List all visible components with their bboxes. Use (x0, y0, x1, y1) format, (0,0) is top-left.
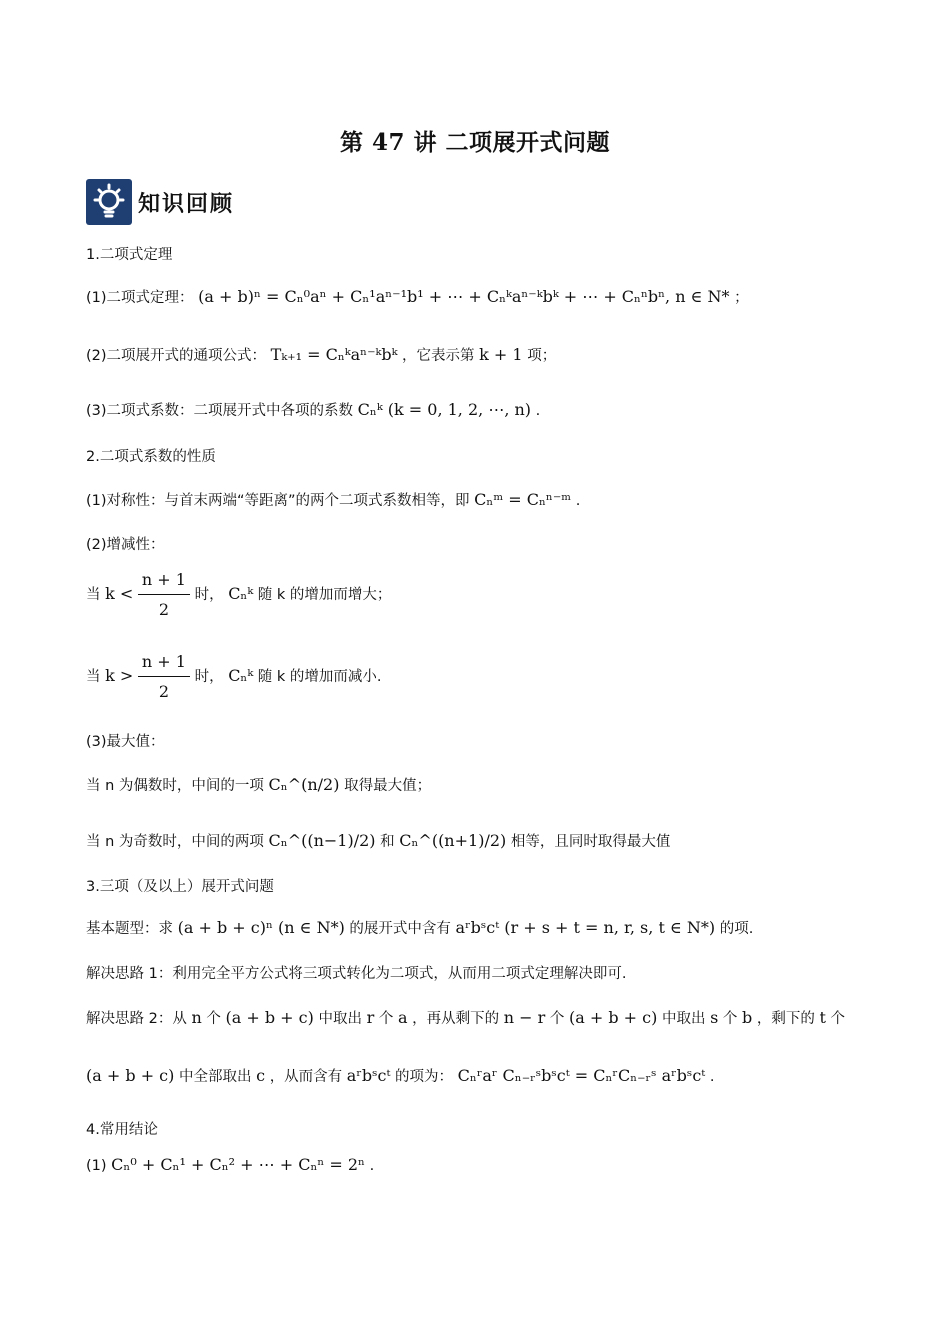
line-text: 个 (378, 1011, 394, 1027)
var-a: a (397, 1008, 408, 1027)
trinomial: (a + b + c) (568, 1008, 658, 1027)
var-n-minus-r: n − r (503, 1008, 546, 1027)
line-text: 中全部取出 (179, 1069, 252, 1085)
line-text: 的展开式中含有 (349, 921, 451, 937)
line-text: 随 k 的增加而增大； (257, 587, 392, 603)
sum-of-coefficients-line (86, 1155, 374, 1176)
line-text: 相等，且同时取得最大值 (510, 834, 671, 850)
target-term: aʳbˢcᵗ (r + s + t = n, r, s, t ∈ N*) (455, 918, 716, 937)
basic-problem-line (86, 918, 753, 939)
line-end: . (535, 403, 541, 419)
line-text: 解决思路 2：从 (86, 1011, 187, 1027)
binomial-coefficient-line (86, 400, 540, 421)
line-text: 当 n 为偶数时，中间的一项 (86, 778, 264, 794)
section-2-heading: 2.二项式系数的性质 (86, 449, 216, 465)
line-text: 中取出 (318, 1011, 362, 1027)
line-text: ，从而含有 (269, 1069, 343, 1085)
line-label: (3)二项式系数：二项展开式中各项的系数 (86, 403, 354, 419)
fraction-denominator: 2 (158, 682, 170, 701)
line-end: . (369, 1158, 375, 1174)
middle-coefficient: Cₙ^(n/2) (268, 775, 340, 794)
line-end: . (709, 1069, 715, 1085)
line-text: 随 k 的增加而减小. (257, 669, 382, 685)
var-b: b (742, 1008, 753, 1027)
sum-formula: Cₙ⁰ + Cₙ¹ + Cₙ² + ⋯ + Cₙⁿ = 2ⁿ (111, 1155, 365, 1174)
idea-1-line: 解决思路 1：利用完全平方公式将三项式转化为二项式，从而用二项式定理解决即可. (86, 966, 627, 982)
line-text: 取得最大值； (344, 778, 432, 794)
page-title: 第 47 讲 二项展开式问题 (339, 129, 611, 156)
line-label: (1)二项式定理： (86, 290, 194, 306)
line-text: 的项. (719, 921, 754, 937)
line-text: ，再从剩下的 (412, 1011, 500, 1027)
fraction-denominator: 2 (158, 600, 170, 619)
idea-2-continued-line (86, 1066, 714, 1087)
general-term-line (86, 345, 556, 366)
var-c: c (256, 1066, 266, 1085)
symmetry-formula: Cₙᵐ = Cₙⁿ⁻ᵐ (474, 490, 572, 509)
section-banner (86, 178, 234, 226)
line-text: 中取出 (661, 1011, 706, 1027)
section-1-heading: 1.二项式定理 (86, 247, 173, 263)
target-term: aʳbˢcᵗ (346, 1066, 391, 1085)
middle-coefficient-1: Cₙ^((n−1)/2) (268, 831, 376, 850)
trinomial: (a + b + c) (86, 1066, 175, 1085)
symmetry-line (86, 490, 580, 511)
line-text: 当 (86, 587, 101, 603)
var-n: n (191, 1008, 202, 1027)
even-case-line (86, 775, 431, 796)
fraction (138, 650, 190, 704)
coefficient-formula: Cₙᵏ (k = 0, 1, 2, ⋯, n) (357, 400, 532, 419)
term-index: k + 1 (479, 345, 523, 364)
k-less: k < (105, 584, 134, 603)
line-text: 个 (549, 1011, 565, 1027)
odd-case-line (86, 831, 670, 852)
idea-2-line (86, 1008, 845, 1029)
line-label: (1) (86, 1158, 107, 1174)
lightbulb-icon (86, 179, 132, 225)
increasing-line (86, 568, 391, 622)
line-text: 时， (194, 669, 224, 685)
binomial-theorem-line (86, 287, 749, 308)
line-text: 个 (830, 1011, 846, 1027)
section-3-heading: 3.三项（及以上）展开式问题 (86, 879, 274, 895)
decreasing-line (86, 650, 382, 704)
banner-label: 知识回顾 (138, 191, 235, 217)
fraction (138, 568, 190, 622)
maximum-label: (3)最大值： (86, 734, 165, 750)
binomial-theorem-formula: (a + b)ⁿ = Cₙ⁰aⁿ + Cₙ¹aⁿ⁻¹b¹ + ⋯ + Cₙᵏaⁿ⁻ᵏbᵏ + ⋯ + Cₙⁿbⁿ, n ∈ N* (198, 287, 730, 306)
line-text: 个 (722, 1011, 738, 1027)
middle-coefficient-2: Cₙ^((n+1)/2) (399, 831, 507, 850)
k-greater: k > (105, 666, 134, 685)
line-label: (2)二项展开式的通项公式： (86, 348, 267, 364)
line-end: . (575, 493, 581, 509)
var-r: r (366, 1008, 375, 1027)
fraction-numerator: n + 1 (138, 568, 190, 595)
var-t: t (819, 1008, 826, 1027)
monotonicity-label: (2)增减性： (86, 537, 165, 553)
trinomial: (a + b + c) (225, 1008, 314, 1027)
line-label: (1)对称性：与首末两端“等距离”的两个二项式系数相等，即 (86, 493, 470, 509)
term-formula: Cₙʳaʳ Cₙ₋ᵣˢbˢcᵗ = CₙʳCₙ₋ᵣˢ aʳbˢcᵗ (457, 1066, 706, 1085)
line-text: 时， (194, 587, 224, 603)
line-text: ，它表示第 (402, 348, 475, 364)
coefficient: Cₙᵏ (228, 584, 254, 603)
line-text: 个 (206, 1011, 221, 1027)
section-4-heading: 4.常用结论 (86, 1122, 158, 1138)
general-term-formula: Tₖ₊₁ = Cₙᵏaⁿ⁻ᵏbᵏ (270, 345, 398, 364)
fraction-numerator: n + 1 (138, 650, 190, 677)
coefficient: Cₙᵏ (228, 666, 254, 685)
line-text: 的项为： (395, 1069, 454, 1085)
var-s: s (710, 1008, 719, 1027)
line-text: 当 n 为奇数时，中间的两项 (86, 834, 264, 850)
line-end: 项； (527, 348, 557, 364)
trinomial-power: (a + b + c)ⁿ (n ∈ N*) (177, 918, 345, 937)
line-end: ； (734, 290, 749, 306)
line-text: 和 (380, 834, 395, 850)
line-text: 基本题型：求 (86, 921, 173, 937)
line-text: 当 (86, 669, 101, 685)
line-text: ，剩下的 (756, 1011, 815, 1027)
